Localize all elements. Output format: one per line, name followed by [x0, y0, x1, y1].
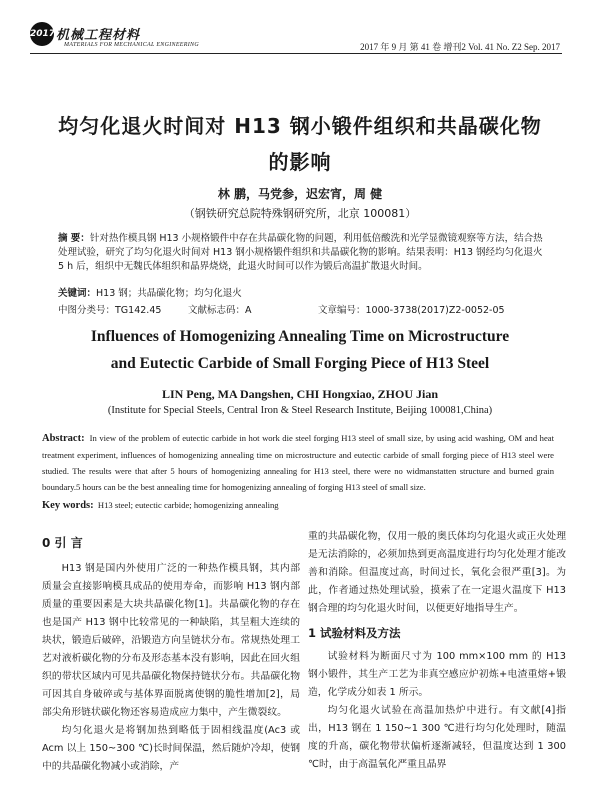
clc-number: 中图分类号：TG142.45 [58, 305, 162, 316]
article-id: 文章编号：1000-3738(2017)Z2-0052-05 [318, 305, 505, 316]
authors-en: LIN Peng, MA Dangshen, CHI Hongxiao, ZHOU Jian [161, 387, 439, 401]
section-1-paragraph-1: 试验材料为断面尺寸为 100 mm×100 mm 的 H13 钢小锻件，其生产工艺为非真空感应炉初炼+电渣重熔+锻造，化学成分如表 1 所示。 [308, 651, 566, 698]
keywords-en-text: H13 steel; eutectic carbide; homogenizing annealing [97, 500, 279, 510]
affiliation-cn: （钢铁研究总院特殊钢研究所，北京 100081） [183, 207, 417, 220]
abstract-en [42, 430, 554, 495]
body-right-column [308, 528, 566, 774]
section-0-heading: 0 引 言 [42, 536, 83, 550]
abstract-cn-text: 针对热作模具钢 H13 小规格锻件中存在共晶碳化物的问题，利用低倍酸洗和光学显微镜观察等方法，结合热处理试验，研究了均匀化退火时间对 H13 钢小规格锻件组织和共晶碳化物的影响。结果表明：H13 钢经均匀化退火 5 h 后，组织中无魏氏体组织和晶界烧烧，此退火时间可以作为锻后高温扩散退火时间。 [58, 233, 543, 272]
journal-logo [30, 22, 54, 46]
title-cn-line-1: 均匀化退火时间对 H13 钢小锻件组织和共晶碳化物 [58, 114, 542, 138]
body-left-column [42, 532, 300, 776]
abstract-cn [58, 232, 548, 274]
title-en-line-1: Influences of Homogenizing Annealing Time on Microstructure [90, 328, 510, 345]
issue-info: 2017 年 9 月 第 41 卷 增刊2 Vol. 41 No. Z2 Sep. 2017 [360, 42, 560, 52]
keywords-en [42, 500, 554, 511]
keywords-cn-label: 关键词： [58, 288, 97, 299]
classification-meta [58, 304, 548, 318]
section-1-heading: 1 试验材料及方法 [308, 626, 401, 640]
abstract-cn-label: 摘 要： [58, 233, 90, 244]
logo-year: 2017 [30, 29, 56, 39]
keywords-cn [58, 287, 548, 301]
journal-name-en: MATERIALS FOR MECHANICAL ENGINEERING [64, 42, 199, 48]
abstract-en-label: Abstract: [42, 433, 85, 444]
section-0-paragraph-2-continued: 重的共晶碳化物，仅用一般的奥氏体均匀化退火或正火处理是无法消除的，必须加热到更高温度进行均匀化处理才能改善和消除。但温度过高，时间过长，氧化会很严重[3]。为此，作者通过热处理试验，摸索了在一定退火温度下 H13 钢合理的均匀化退火时间，以便更好地指导生产。 [308, 531, 566, 614]
affiliation-en: (Institute for Special Steels, Central Iron & Steel Research Institute, Beijing 100081,China) [107, 405, 493, 416]
section-0-paragraph-1: H13 钢是国内外使用广泛的一种热作模具钢，其内部质量会直接影响模具成品的使用寿命，而影响 H13 钢内部质量的重要因素是大块共晶碳化物[1]。共晶碳化物的存在也是国产 H13 钢中比较常见的一种缺陷，其呈粗大连续的块状，锻造后破碎，沿锻造方向呈链状分布。常规热处理工艺对液析碳化物的分布及形态基本没有影响，因此在回火组织的带状区域内可见共晶碳化物保持链状分布。共晶碳化物可因其自身破碎或与基体界面脱离使钢的脆性增加[2]，局部尖角形链状碳化物还容易造成应力集中，产生微裂纹。 [42, 563, 300, 718]
keywords-cn-text: H13 钢；共晶碳化物；均匀化退火 [96, 288, 242, 299]
header-divider [30, 53, 562, 54]
section-1-paragraph-2: 均匀化退火试验在高温加热炉中进行。有文献[4]指出，H13 钢在 1 150~1 300 ℃进行均匀化处理时，随温度的升高，碳化物带状偏析逐渐减轻，但温度达到 1 300 ℃时，由于高温氧化严重且晶界 [308, 705, 566, 770]
keywords-en-label: Key words: [42, 500, 94, 511]
abstract-en-text: In view of the problem of eutectic carbide in hot work die steel forging H13 steel of small size, by using acid washing, OM and heat treatment experiment, influences of homogenizing annealing time on microstructure and eutectic carbide of small forging piece of H13 steel were studied. The results were that after 5 hours of homogenizing annealing for H13 steel, there were no widmanstatten structure and burned grain boundary.5 hours can be the best annealing time for homogenizing annealing of forging H13 steel of small size. [42, 433, 554, 492]
authors-cn: 林 鹏，马党参，迟宏宵，周 健 [217, 187, 383, 201]
title-en-line-2: and Eutectic Carbide of Small Forging Piece of H13 Steel [110, 355, 490, 372]
title-cn-line-2: 的影响 [268, 150, 332, 174]
journal-name-cn: 机械工程材料 [56, 28, 141, 43]
section-0-paragraph-2: 均匀化退火是将钢加热到略低于固相线温度(Ac3 或 Acm 以上 150~300 ℃)长时间保温，然后随炉冷却，使钢中的共晶碳化物减小或消除，产 [42, 725, 300, 772]
document-code: 文献标志码：A [188, 305, 252, 316]
